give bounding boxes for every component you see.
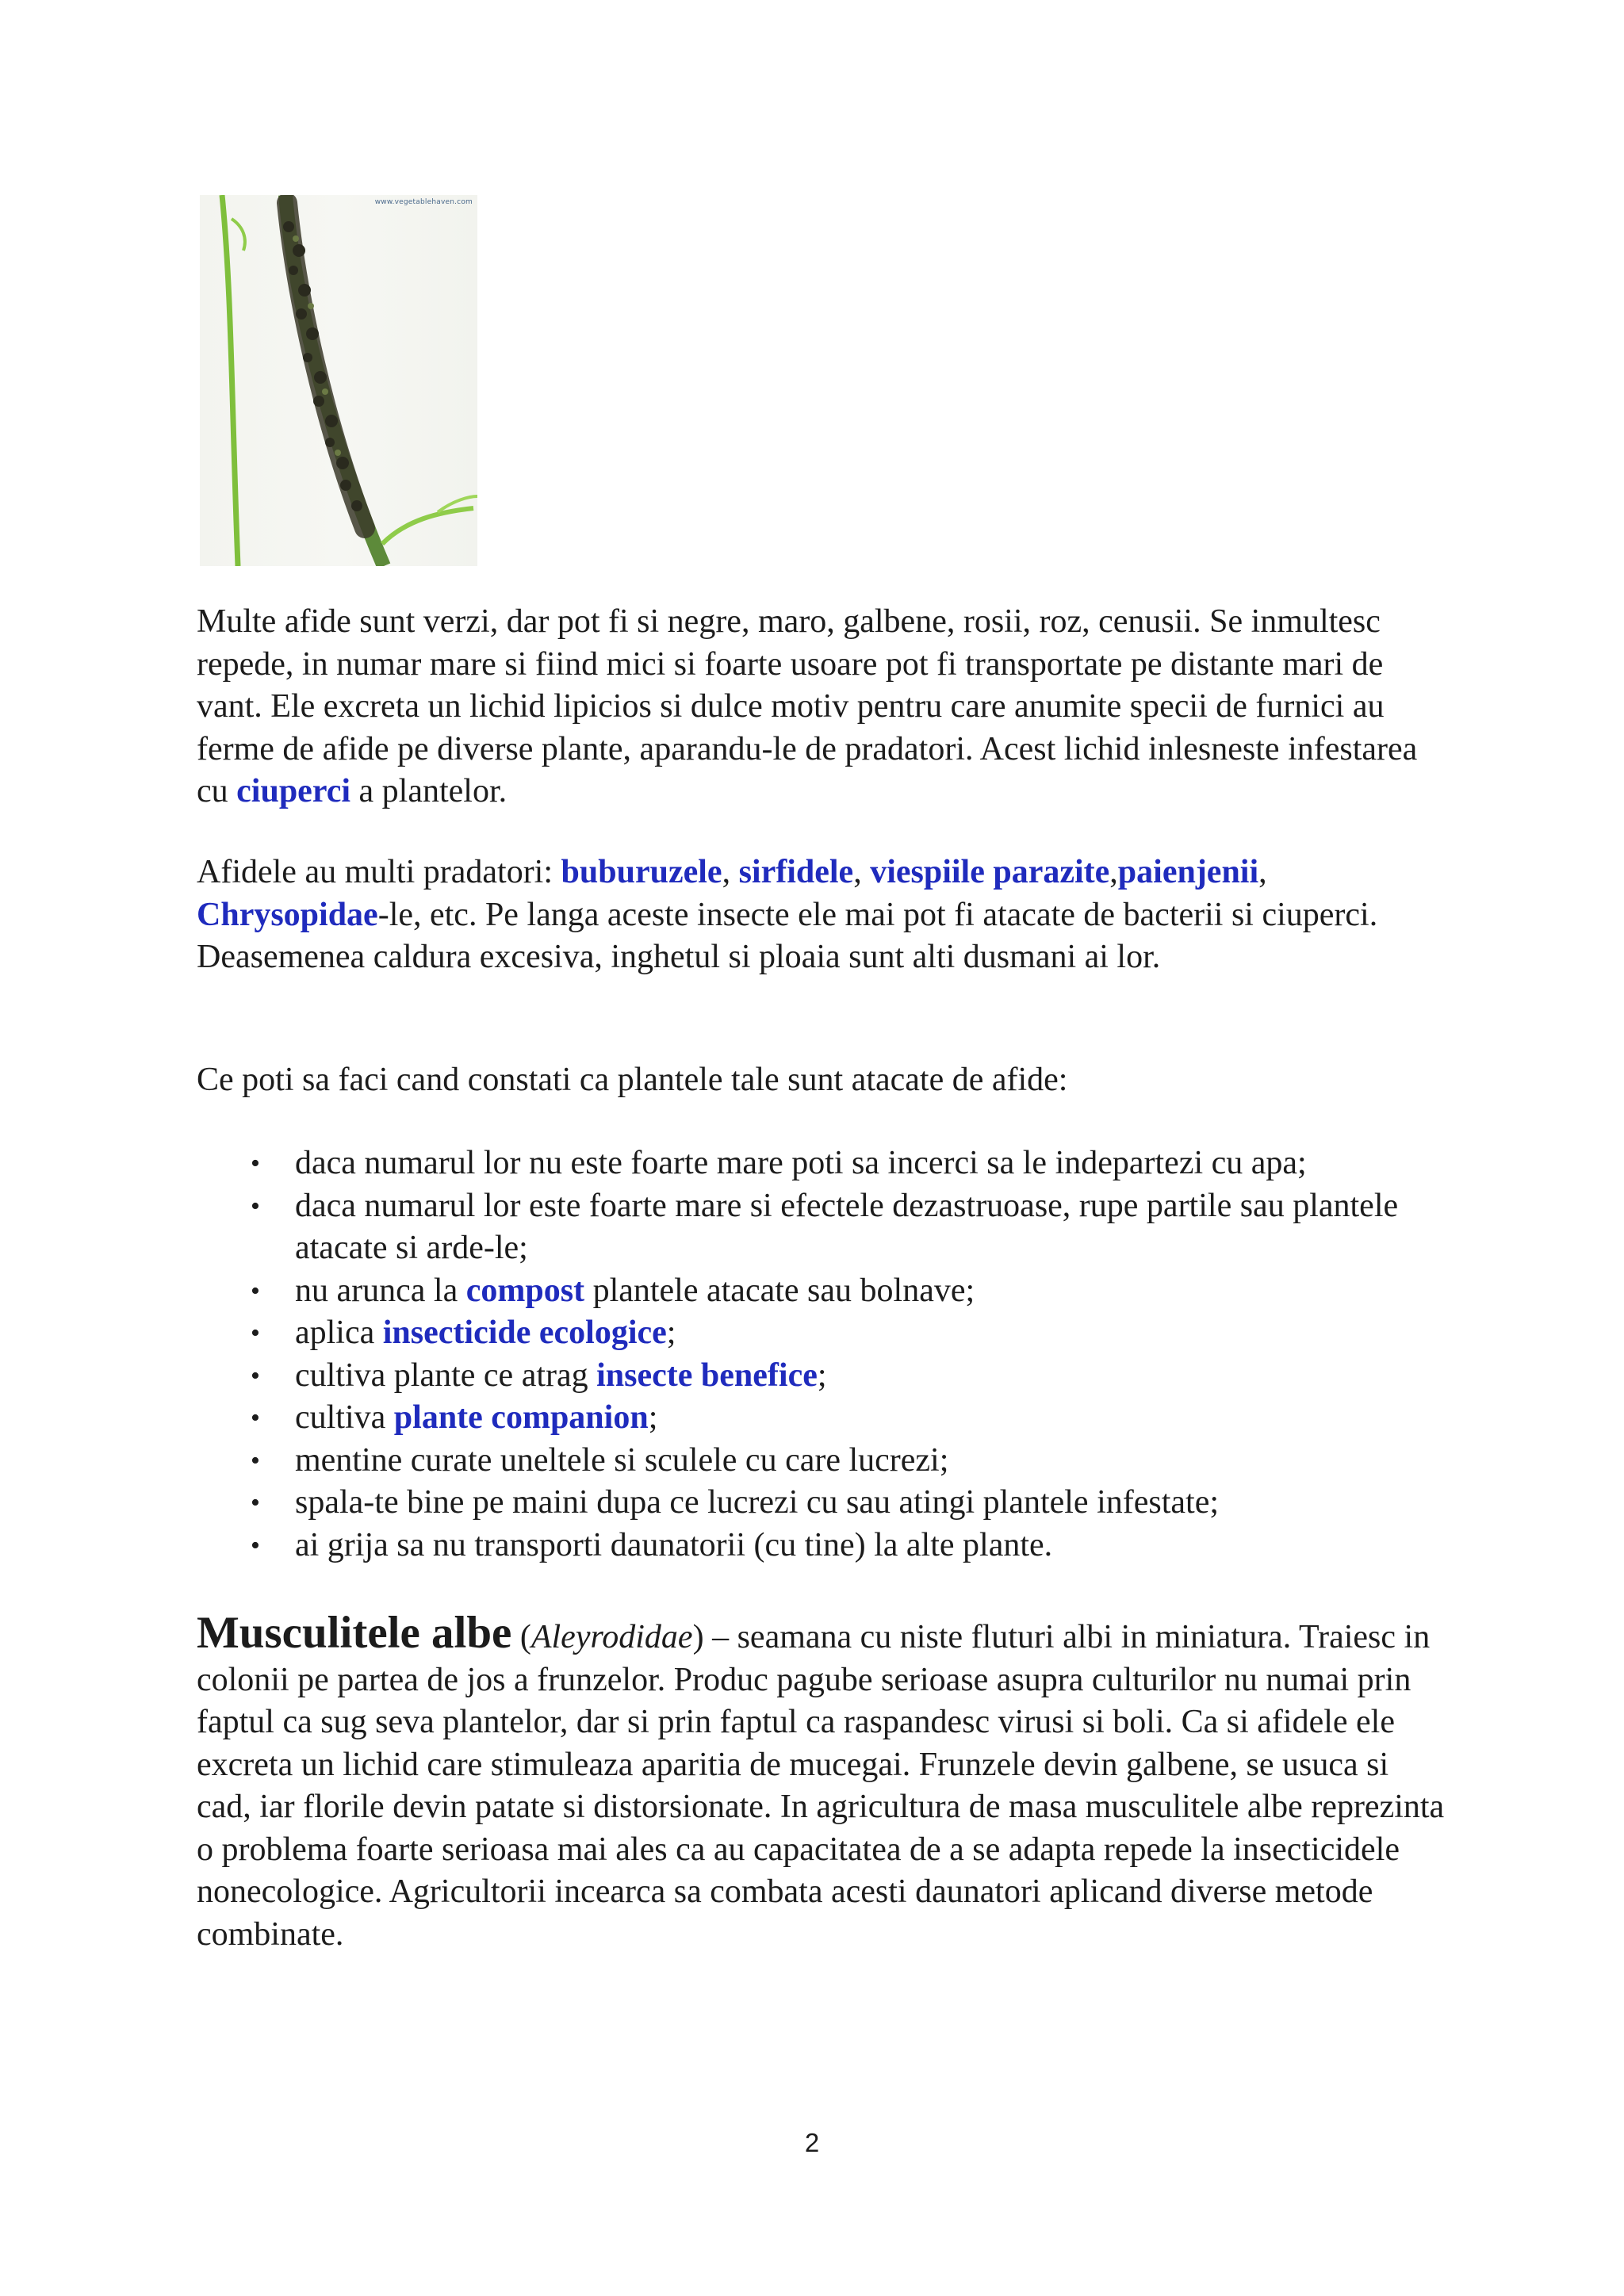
list-item (197, 1440, 1442, 1483)
list-item-text: ; (666, 1314, 676, 1351)
latin-name: Aleyrodidae (530, 1619, 693, 1655)
bullet-icon: • (251, 1360, 260, 1391)
link-chrysopidae[interactable]: Chrysopidae (197, 896, 378, 933)
link-viespiile-parazite[interactable]: viespiile parazite (870, 854, 1110, 890)
list-item-text: mentine curate uneltele si sculele cu care lucrezi; (295, 1441, 949, 1479)
paragraph-predators (197, 851, 1442, 979)
separator: , (853, 854, 871, 890)
remedies-list (197, 1142, 1442, 1567)
separator: , (1109, 854, 1118, 890)
link-insecte-benefice[interactable]: insecte benefice (596, 1357, 818, 1394)
list-item (197, 1142, 1442, 1185)
paragraph-text: ( (511, 1619, 531, 1655)
list-item-text: daca numarul lor este foarte mare si efectele dezastruoase, rupe partile sau plantele atacate si arde-le; (295, 1187, 1399, 1266)
list-item (197, 1270, 1442, 1313)
paragraph-text: – seamana cu niste fluturi albi in miniatura. Traiesc in colonii pe partea de jos a frunzelor. Produc pagube serioase asupra culturilor nu numai prin faptul ca sug seva plantelor, dar si prin faptul ca raspandesc virusi si boli. Ca si afidele ele excreta un lichid care stimuleaza aparitia de mucegai. Frunzele devin galbene, se usuca si cad, iar florile devin patate si distorsionate. In agricultura de masa musculitele albe reprezinta o problema foarte serioasa mai ales ca au capacitatea de a se adapta repede la insecticidele nonecologice. Agricultorii incearca sa combata acesti daunatori aplicand diverse metode combinate. (197, 1619, 1445, 1953)
list-item-text: cultiva (295, 1399, 394, 1436)
aphid-stem-photo (200, 195, 477, 566)
link-insecticide-ecologice[interactable]: insecticide ecologice (382, 1314, 667, 1351)
bullet-icon: • (251, 1276, 260, 1306)
list-item-text: nu arunca la (295, 1272, 466, 1309)
plant-stem-illustration (200, 195, 477, 566)
paragraph-whiteflies (197, 1608, 1450, 1956)
list-item (197, 1312, 1442, 1355)
list-item (197, 1185, 1442, 1270)
paragraph-text: a plantelor. (350, 773, 508, 809)
link-paienjenii[interactable]: paienjenii (1117, 854, 1259, 890)
list-item (197, 1355, 1442, 1398)
list-item-text: ; (648, 1399, 658, 1436)
list-item-text: cultiva plante ce atrag (295, 1357, 597, 1394)
page-number: 2 (804, 2128, 820, 2157)
photo-watermark: www.vegetablehaven.com (374, 198, 473, 206)
bullet-icon: • (251, 1445, 260, 1475)
paragraph-text: ) (692, 1619, 704, 1655)
paragraph-aphid-colors (197, 601, 1442, 813)
bullet-icon: • (251, 1191, 260, 1221)
paragraph-text: -le, etc. Pe langa aceste insecte ele mai pot fi atacate de bacterii si ciuperci. Deasemenea caldura excesiva, inghetul si ploaia sunt alti dusmani ai lor. (197, 896, 1378, 975)
link-plante-companion[interactable]: plante companion (393, 1399, 649, 1436)
paragraph-text: Multe afide sunt verzi, dar pot fi si negre, maro, galbene, rosii, roz, cenusii. Se inmultesc repede, in numar mare si fiind mici si foarte usoare pot fi transportate pe distante mari de vant. Ele excreta un lichid lipicios si dulce motiv pentru care anumite specii de furnici au ferme de afide pe diverse plante, aparandu-le de pradatori. Acest lichid inlesneste infestarea cu (197, 603, 1418, 809)
list-item (197, 1397, 1442, 1440)
bullet-icon: • (251, 1403, 260, 1433)
list-item-text: ai grija sa nu transporti daunatorii (cu tine) la alte plante. (295, 1526, 1053, 1563)
list-item-text: spala-te bine pe maini dupa ce lucrezi cu sau atingi plantele infestate; (295, 1484, 1220, 1521)
list-item-text: aplica (295, 1314, 383, 1351)
list-item-text: ; (817, 1357, 827, 1394)
list-item (197, 1482, 1442, 1525)
link-compost[interactable]: compost (465, 1272, 585, 1309)
separator: , (1258, 854, 1267, 890)
link-ciuperci[interactable]: ciuperci (236, 773, 351, 809)
list-item-text: daca numarul lor nu este foarte mare poti sa incerci sa le indepartezi cu apa; (295, 1145, 1307, 1181)
separator: , (722, 854, 739, 890)
paragraph-text: Afidele au multi pradatori: (197, 854, 561, 890)
link-buburuzele[interactable]: buburuzele (561, 854, 722, 890)
section-heading: Musculitele albe (197, 1608, 512, 1658)
paragraph-what-to-do: Ce poti sa faci cand constati ca plantele tale sunt atacate de afide: (197, 1062, 1068, 1098)
bullet-icon: • (251, 1488, 260, 1517)
link-sirfidele[interactable]: sirfidele (738, 854, 854, 890)
bullet-icon: • (251, 1530, 260, 1560)
bullet-icon: • (251, 1318, 260, 1348)
list-item (197, 1525, 1442, 1567)
list-item-text: plantele atacate sau bolnave; (584, 1272, 975, 1309)
bullet-icon: • (251, 1149, 260, 1178)
